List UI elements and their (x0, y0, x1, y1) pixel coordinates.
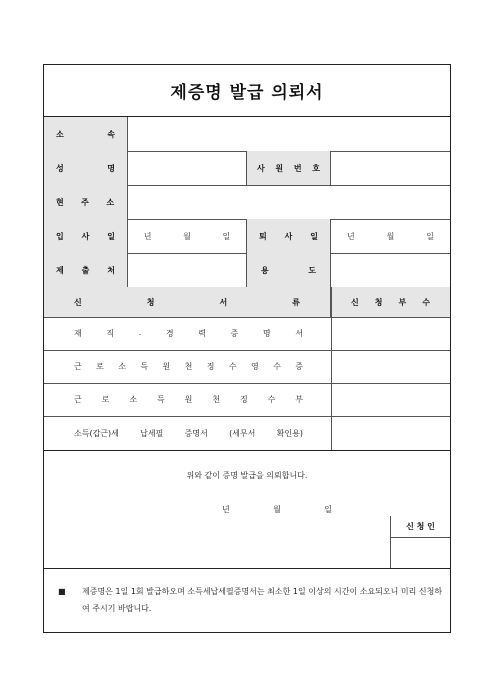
label-submit-to (44, 253, 128, 287)
text-token: 소 (56, 129, 64, 139)
text-token: 입 (56, 231, 64, 241)
text-token: 사 (257, 163, 265, 173)
doc-header-count (331, 287, 450, 317)
text-token: 류 (292, 297, 300, 307)
label-address (44, 185, 128, 219)
doc-row-2 (44, 350, 331, 383)
text-token: 원 (162, 362, 171, 371)
text-token: 성 (56, 163, 64, 173)
text-token: 퇴 (259, 231, 267, 241)
label-leave-date (246, 219, 331, 253)
doc-row-2-count[interactable] (331, 350, 450, 383)
text-token: 사 (284, 231, 293, 241)
form-title: 제증명 발급 의뢰서 (44, 65, 450, 117)
text-token: 로 (101, 395, 110, 404)
name-field[interactable] (128, 151, 246, 185)
text-token: 로 (96, 362, 104, 371)
text-token: 제 (56, 265, 64, 275)
label-join-date (44, 219, 128, 253)
text-token: 속 (107, 129, 115, 139)
text-token: 호 (312, 163, 320, 173)
text-token: 소 (118, 362, 126, 371)
text-token: 번 (293, 163, 302, 173)
text-token: 주 (81, 197, 89, 207)
text-token: 일 (107, 231, 115, 241)
text-token: 서 (219, 297, 228, 307)
doc-row-3 (44, 383, 331, 416)
text-token: 현 (56, 197, 64, 207)
text-token: 명 (107, 163, 115, 173)
note-text: 제증명은 1일 1회 발급하오며 소득세납세필증명서는 최소한 1일 이상의 시간이 소요되오니 미리 신청하여 주시기 바랍니다. (82, 587, 443, 613)
join-date-field[interactable] (128, 219, 246, 253)
text-token: 부 (398, 297, 407, 307)
text-token: 년 (222, 505, 230, 514)
text-token: 징 (239, 395, 248, 404)
text-token: 수 (228, 362, 237, 371)
address-field[interactable] (128, 185, 450, 219)
text-token: 천 (212, 395, 221, 404)
text-token: 력 (198, 329, 206, 338)
text-token: 확인용) (276, 428, 303, 438)
applicant-label: 신 청 인 (390, 516, 450, 538)
text-token: 경 (165, 329, 174, 338)
text-token: 서 (295, 329, 303, 338)
text-token: 월 (273, 505, 281, 514)
text-token: 일 (324, 505, 332, 514)
doc-row-4 (44, 416, 331, 450)
text-token: 월 (386, 231, 395, 241)
label-employee-no (246, 151, 331, 185)
request-date[interactable] (222, 504, 332, 515)
text-token: 원 (184, 395, 193, 404)
request-form (43, 64, 451, 633)
text-token: 소득(갑근)세 (74, 428, 119, 438)
text-token: 원 (275, 163, 284, 173)
text-token: 수 (267, 395, 276, 404)
text-token: 일 (310, 231, 318, 241)
label-purpose (246, 253, 331, 287)
text-token: 증명서 (184, 428, 208, 438)
text-token: 신 (74, 297, 82, 307)
text-token: 년 (143, 231, 152, 241)
text-token: 처 (107, 265, 115, 275)
label-affiliation (44, 117, 128, 151)
text-token: 직 (106, 329, 115, 338)
text-token: 소 (106, 197, 115, 207)
text-token: 징 (206, 362, 215, 371)
purpose-field[interactable] (331, 253, 450, 287)
text-token: 수 (273, 362, 281, 371)
text-token: 수 (422, 297, 430, 307)
label-name (44, 151, 128, 185)
text-token: 증 (230, 329, 239, 338)
request-text: 위와 같이 증명 발급을 의뢰합니다. (186, 471, 308, 480)
submit-to-field[interactable] (128, 253, 246, 287)
note-bullet: ■ (58, 587, 66, 596)
text-token: 득 (156, 395, 165, 404)
text-token: 명 (262, 329, 271, 338)
text-token: 일 (222, 231, 231, 241)
text-token: 출 (81, 265, 90, 275)
text-token: 납세필 (140, 428, 164, 438)
text-token: 도 (308, 265, 316, 275)
text-token: 청 (146, 297, 155, 307)
text-token: 일 (426, 231, 434, 241)
doc-header-name (44, 287, 331, 317)
employee-no-field[interactable] (331, 151, 450, 185)
text-token: 근 (74, 395, 82, 404)
text-token: 청 (374, 297, 383, 307)
text-token: 근 (74, 362, 82, 371)
applicant-signature-field[interactable] (390, 538, 450, 568)
text-token: 부 (295, 395, 303, 404)
text-token: 용 (261, 265, 269, 275)
doc-row-4-count[interactable] (331, 416, 450, 450)
text-token: 천 (184, 362, 193, 371)
doc-row-3-count[interactable] (331, 383, 450, 416)
text-token: 월 (183, 231, 191, 241)
text-token: 사 (81, 231, 90, 241)
text-token: 년 (346, 231, 355, 241)
text-token: 영 (251, 362, 259, 371)
doc-row-1-count[interactable] (331, 317, 450, 350)
text-token: 재 (74, 329, 82, 338)
doc-row-1 (44, 317, 331, 350)
text-token: 증 (295, 362, 303, 371)
text-token: 득 (140, 362, 149, 371)
affiliation-field[interactable] (128, 117, 450, 151)
text-token: (세무서 (229, 428, 256, 438)
text-token: . (138, 328, 142, 337)
leave-date-field[interactable] (331, 219, 450, 253)
text-token: 신 (351, 297, 359, 307)
text-token: 소 (129, 395, 138, 404)
